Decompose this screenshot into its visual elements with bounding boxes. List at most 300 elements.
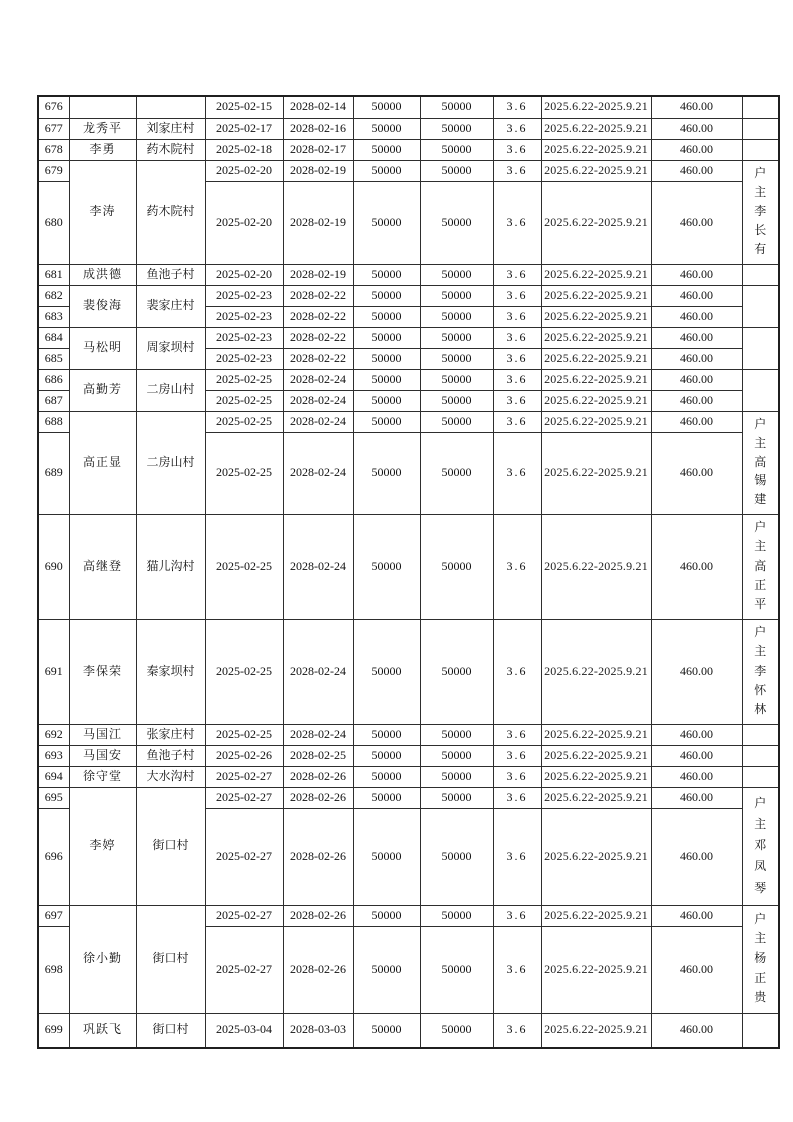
vertical-char: 户 [754,911,767,926]
loan-amount-cell: 50000 [353,139,420,160]
remark-cell [742,264,779,285]
interest-rate-cell: 3.6 [493,411,541,432]
interest-period-cell: 2025.6.22-2025.9.21 [541,306,651,327]
issue-date-cell: 2025-02-25 [205,724,283,745]
remark-cell [742,724,779,745]
vertical-char: 杨 [754,951,767,966]
due-date-cell: 2028-02-26 [283,787,353,808]
row-number-cell: 688 [38,411,69,432]
row-number-cell: 678 [38,139,69,160]
interest-amount-cell: 460.00 [651,327,742,348]
interest-rate-cell: 3.6 [493,118,541,139]
row-number-cell: 681 [38,264,69,285]
issue-date-cell: 2025-02-25 [205,619,283,724]
loan-balance-cell: 50000 [420,787,493,808]
loan-balance-cell: 50000 [420,285,493,306]
loan-balance-cell: 50000 [420,766,493,787]
row-number-cell: 682 [38,285,69,306]
interest-rate-cell: 3.6 [493,619,541,724]
table-row [38,96,779,118]
interest-period-cell: 2025.6.22-2025.9.21 [541,96,651,118]
row-number-cell: 692 [38,724,69,745]
village-cell: 街口村 [136,1013,205,1048]
vertical-char: 高 [754,558,767,573]
loan-balance-cell: 50000 [420,306,493,327]
table-row [38,264,779,285]
table-row [38,327,779,348]
issue-date-cell: 2025-02-27 [205,808,283,905]
due-date-cell: 2028-02-26 [283,808,353,905]
loan-amount-cell: 50000 [353,348,420,369]
village-cell: 刘家庄村 [136,118,205,139]
village-cell: 街口村 [136,787,205,905]
issue-date-cell: 2025-02-23 [205,285,283,306]
loan-amount-cell: 50000 [353,766,420,787]
row-number-cell: 698 [38,926,69,1013]
remark-cell [742,118,779,139]
interest-amount-cell: 460.00 [651,724,742,745]
vertical-char: 高 [754,454,767,469]
interest-amount-cell: 460.00 [651,348,742,369]
loan-amount-cell: 50000 [353,264,420,285]
row-number-cell: 687 [38,390,69,411]
village-cell: 裴家庄村 [136,285,205,327]
issue-date-cell: 2025-02-27 [205,926,283,1013]
row-number-cell: 685 [38,348,69,369]
household-head-note [743,768,779,785]
interest-rate-cell: 3.6 [493,306,541,327]
due-date-cell: 2028-02-24 [283,514,353,619]
loan-balance-cell: 50000 [420,926,493,1013]
interest-amount-cell: 460.00 [651,514,742,619]
interest-amount-cell: 460.00 [651,181,742,264]
issue-date-cell: 2025-02-23 [205,327,283,348]
loan-balance-cell: 50000 [420,327,493,348]
interest-period-cell: 2025.6.22-2025.9.21 [541,514,651,619]
loan-balance-cell: 50000 [420,905,493,926]
vertical-char: 建 [754,492,767,507]
due-date-cell: 2028-02-26 [283,766,353,787]
interest-rate-cell: 3.6 [493,285,541,306]
row-number-cell: 680 [38,181,69,264]
vertical-char: 户 [754,625,767,640]
interest-amount-cell: 460.00 [651,369,742,390]
interest-rate-cell: 3.6 [493,348,541,369]
household-head-note [743,413,779,512]
loan-amount-cell: 50000 [353,745,420,766]
interest-period-cell: 2025.6.22-2025.9.21 [541,905,651,926]
loan-amount-cell: 50000 [353,118,420,139]
row-number-cell: 689 [38,432,69,514]
loan-amount-cell: 50000 [353,369,420,390]
loan-balance-cell: 50000 [420,369,493,390]
loan-amount-cell: 50000 [353,411,420,432]
loan-amount-cell: 50000 [353,285,420,306]
borrower-name-cell [69,96,136,118]
vertical-char: 林 [754,701,767,716]
issue-date-cell: 2025-02-27 [205,787,283,808]
remark-cell [742,745,779,766]
table-row [38,787,779,808]
due-date-cell: 2028-03-03 [283,1013,353,1048]
vertical-char: 李 [754,204,767,219]
vertical-char: 贵 [754,990,767,1005]
vertical-char: 户 [754,166,767,181]
interest-amount-cell: 460.00 [651,411,742,432]
vertical-char: 平 [754,596,767,611]
interest-amount-cell: 460.00 [651,926,742,1013]
due-date-cell: 2028-02-22 [283,348,353,369]
borrower-name-cell: 马国江 [69,724,136,745]
issue-date-cell: 2025-02-15 [205,96,283,118]
row-number-cell: 676 [38,96,69,118]
issue-date-cell: 2025-02-27 [205,766,283,787]
loan-amount-cell: 50000 [353,96,420,118]
remark-cell [742,411,779,514]
borrower-name-cell: 高正显 [69,411,136,514]
interest-amount-cell: 460.00 [651,306,742,327]
vertical-char: 主 [754,931,767,946]
loan-amount-cell: 50000 [353,808,420,905]
household-head-note [743,516,779,617]
issue-date-cell: 2025-02-25 [205,411,283,432]
issue-date-cell: 2025-02-25 [205,432,283,514]
due-date-cell: 2028-02-24 [283,432,353,514]
due-date-cell: 2028-02-24 [283,619,353,724]
loan-balance-cell: 50000 [420,1013,493,1048]
issue-date-cell: 2025-02-23 [205,306,283,327]
interest-period-cell: 2025.6.22-2025.9.21 [541,926,651,1013]
borrower-name-cell: 高勤芳 [69,369,136,411]
vertical-char: 正 [754,970,767,985]
remark-cell [742,139,779,160]
row-number-cell: 693 [38,745,69,766]
village-cell: 鱼池子村 [136,264,205,285]
issue-date-cell: 2025-02-23 [205,348,283,369]
interest-period-cell: 2025.6.22-2025.9.21 [541,787,651,808]
row-number-cell: 695 [38,787,69,808]
interest-amount-cell: 460.00 [651,745,742,766]
row-number-cell: 686 [38,369,69,390]
issue-date-cell: 2025-02-25 [205,390,283,411]
remark-cell [742,1013,779,1048]
loan-balance-cell: 50000 [420,808,493,905]
interest-period-cell: 2025.6.22-2025.9.21 [541,369,651,390]
vertical-char: 凤 [754,859,767,874]
due-date-cell: 2028-02-14 [283,96,353,118]
interest-period-cell: 2025.6.22-2025.9.21 [541,390,651,411]
interest-amount-cell: 460.00 [651,1013,742,1048]
remark-cell [742,514,779,619]
interest-period-cell: 2025.6.22-2025.9.21 [541,619,651,724]
due-date-cell: 2028-02-22 [283,327,353,348]
loan-table-body [38,96,779,1048]
loan-amount-cell: 50000 [353,514,420,619]
interest-period-cell: 2025.6.22-2025.9.21 [541,327,651,348]
interest-rate-cell: 3.6 [493,327,541,348]
village-cell: 药木院村 [136,160,205,264]
interest-rate-cell: 3.6 [493,905,541,926]
remark-cell [742,160,779,264]
loan-balance-cell: 50000 [420,432,493,514]
issue-date-cell: 2025-03-04 [205,1013,283,1048]
remark-cell [742,96,779,118]
vertical-char: 主 [754,644,767,659]
remark-cell [742,369,779,411]
borrower-name-cell: 李保荣 [69,619,136,724]
issue-date-cell: 2025-02-25 [205,514,283,619]
due-date-cell: 2028-02-24 [283,369,353,390]
household-head-note [743,789,779,903]
village-cell: 二房山村 [136,369,205,411]
interest-rate-cell: 3.6 [493,96,541,118]
loan-balance-cell: 50000 [420,390,493,411]
interest-amount-cell: 460.00 [651,139,742,160]
interest-amount-cell: 460.00 [651,766,742,787]
household-head-note [743,120,779,137]
loan-balance-cell: 50000 [420,96,493,118]
loan-balance-cell: 50000 [420,181,493,264]
table-row [38,139,779,160]
interest-rate-cell: 3.6 [493,432,541,514]
interest-period-cell: 2025.6.22-2025.9.21 [541,766,651,787]
table-row [38,724,779,745]
interest-rate-cell: 3.6 [493,160,541,181]
issue-date-cell: 2025-02-25 [205,369,283,390]
vertical-char: 主 [754,816,767,831]
borrower-name-cell: 马国安 [69,745,136,766]
interest-period-cell: 2025.6.22-2025.9.21 [541,808,651,905]
village-cell: 秦家坝村 [136,619,205,724]
due-date-cell: 2028-02-22 [283,285,353,306]
loan-balance-cell: 50000 [420,118,493,139]
due-date-cell: 2028-02-26 [283,926,353,1013]
interest-amount-cell: 460.00 [651,619,742,724]
due-date-cell: 2028-02-16 [283,118,353,139]
due-date-cell: 2028-02-24 [283,411,353,432]
interest-period-cell: 2025.6.22-2025.9.21 [541,181,651,264]
village-cell: 鱼池子村 [136,745,205,766]
loan-amount-cell: 50000 [353,327,420,348]
issue-date-cell: 2025-02-20 [205,160,283,181]
interest-amount-cell: 460.00 [651,808,742,905]
interest-rate-cell: 3.6 [493,926,541,1013]
interest-amount-cell: 460.00 [651,787,742,808]
vertical-char: 有 [754,241,767,256]
interest-period-cell: 2025.6.22-2025.9.21 [541,348,651,369]
interest-period-cell: 2025.6.22-2025.9.21 [541,118,651,139]
loan-amount-cell: 50000 [353,181,420,264]
interest-rate-cell: 3.6 [493,808,541,905]
due-date-cell: 2028-02-22 [283,306,353,327]
remark-cell [742,327,779,369]
due-date-cell: 2028-02-19 [283,160,353,181]
borrower-name-cell: 李涛 [69,160,136,264]
interest-rate-cell: 3.6 [493,745,541,766]
remark-cell [742,905,779,1013]
due-date-cell: 2028-02-24 [283,724,353,745]
interest-amount-cell: 460.00 [651,160,742,181]
issue-date-cell: 2025-02-17 [205,118,283,139]
borrower-name-cell: 裴俊海 [69,285,136,327]
due-date-cell: 2028-02-25 [283,745,353,766]
household-head-note [743,287,779,325]
issue-date-cell: 2025-02-27 [205,905,283,926]
interest-amount-cell: 460.00 [651,264,742,285]
interest-rate-cell: 3.6 [493,264,541,285]
interest-rate-cell: 3.6 [493,369,541,390]
interest-period-cell: 2025.6.22-2025.9.21 [541,724,651,745]
borrower-name-cell: 徐小勤 [69,905,136,1013]
interest-period-cell: 2025.6.22-2025.9.21 [541,139,651,160]
issue-date-cell: 2025-02-20 [205,181,283,264]
loan-amount-cell: 50000 [353,1013,420,1048]
issue-date-cell: 2025-02-20 [205,264,283,285]
loan-balance-cell: 50000 [420,264,493,285]
village-cell [136,96,205,118]
household-head-note [743,726,779,743]
village-cell: 街口村 [136,905,205,1013]
vertical-char: 邓 [754,838,767,853]
interest-period-cell: 2025.6.22-2025.9.21 [541,160,651,181]
table-row [38,369,779,390]
household-head-note [743,329,779,367]
due-date-cell: 2028-02-17 [283,139,353,160]
table-row [38,1013,779,1048]
loan-amount-cell: 50000 [353,905,420,926]
table-row [38,619,779,724]
borrower-name-cell: 高继登 [69,514,136,619]
interest-period-cell: 2025.6.22-2025.9.21 [541,745,651,766]
vertical-char: 户 [754,520,767,535]
borrower-name-cell: 巩跃飞 [69,1013,136,1048]
interest-rate-cell: 3.6 [493,787,541,808]
vertical-char: 主 [754,185,767,200]
row-number-cell: 696 [38,808,69,905]
household-head-note [743,141,779,158]
loan-balance-cell: 50000 [420,745,493,766]
interest-amount-cell: 460.00 [651,390,742,411]
household-head-note [743,621,779,722]
household-head-note [743,1015,779,1046]
village-cell: 张家庄村 [136,724,205,745]
remark-cell [742,787,779,905]
loan-amount-cell: 50000 [353,432,420,514]
due-date-cell: 2028-02-19 [283,264,353,285]
table-row [38,745,779,766]
household-head-note [743,371,779,409]
interest-amount-cell: 460.00 [651,905,742,926]
row-number-cell: 690 [38,514,69,619]
loan-amount-cell: 50000 [353,390,420,411]
household-head-note [743,162,779,262]
village-cell: 周家坝村 [136,327,205,369]
interest-rate-cell: 3.6 [493,724,541,745]
loan-amount-cell: 50000 [353,619,420,724]
interest-period-cell: 2025.6.22-2025.9.21 [541,411,651,432]
row-number-cell: 699 [38,1013,69,1048]
loan-balance-cell: 50000 [420,514,493,619]
borrower-name-cell: 马松明 [69,327,136,369]
village-cell: 大水沟村 [136,766,205,787]
table-row [38,285,779,306]
household-head-note [743,747,779,764]
table-row [38,766,779,787]
vertical-char: 锡 [754,473,767,488]
interest-rate-cell: 3.6 [493,766,541,787]
loan-balance-cell: 50000 [420,160,493,181]
loan-balance-cell: 50000 [420,411,493,432]
household-head-note [743,907,779,1011]
vertical-char: 主 [754,539,767,554]
interest-rate-cell: 3.6 [493,390,541,411]
interest-amount-cell: 460.00 [651,285,742,306]
loan-records-table [37,95,780,1049]
vertical-char: 正 [754,577,767,592]
loan-balance-cell: 50000 [420,619,493,724]
village-cell: 猫儿沟村 [136,514,205,619]
issue-date-cell: 2025-02-18 [205,139,283,160]
interest-period-cell: 2025.6.22-2025.9.21 [541,285,651,306]
interest-rate-cell: 3.6 [493,139,541,160]
table-row [38,118,779,139]
interest-rate-cell: 3.6 [493,181,541,264]
due-date-cell: 2028-02-26 [283,905,353,926]
loan-amount-cell: 50000 [353,926,420,1013]
row-number-cell: 677 [38,118,69,139]
borrower-name-cell: 徐守堂 [69,766,136,787]
remark-cell [742,766,779,787]
remark-cell [742,285,779,327]
row-number-cell: 684 [38,327,69,348]
table-row [38,514,779,619]
table-row [38,160,779,181]
due-date-cell: 2028-02-19 [283,181,353,264]
vertical-char: 琴 [754,880,767,895]
village-cell: 药木院村 [136,139,205,160]
household-head-note [743,98,779,116]
row-number-cell: 691 [38,619,69,724]
remark-cell [742,619,779,724]
borrower-name-cell: 李婷 [69,787,136,905]
table-row [38,905,779,926]
row-number-cell: 694 [38,766,69,787]
interest-amount-cell: 460.00 [651,432,742,514]
interest-period-cell: 2025.6.22-2025.9.21 [541,432,651,514]
interest-amount-cell: 460.00 [651,118,742,139]
issue-date-cell: 2025-02-26 [205,745,283,766]
loan-balance-cell: 50000 [420,724,493,745]
vertical-char: 长 [754,223,767,238]
vertical-char: 李 [754,663,767,678]
row-number-cell: 679 [38,160,69,181]
vertical-char: 户 [754,795,767,810]
interest-period-cell: 2025.6.22-2025.9.21 [541,1013,651,1048]
interest-period-cell: 2025.6.22-2025.9.21 [541,264,651,285]
vertical-char: 主 [754,435,767,450]
vertical-char: 怀 [754,682,767,697]
interest-rate-cell: 3.6 [493,1013,541,1048]
loan-amount-cell: 50000 [353,160,420,181]
household-head-note [743,266,779,283]
interest-amount-cell: 460.00 [651,96,742,118]
loan-amount-cell: 50000 [353,306,420,327]
borrower-name-cell: 李勇 [69,139,136,160]
village-cell: 二房山村 [136,411,205,514]
interest-rate-cell: 3.6 [493,514,541,619]
table-row [38,411,779,432]
vertical-char: 户 [754,417,767,431]
